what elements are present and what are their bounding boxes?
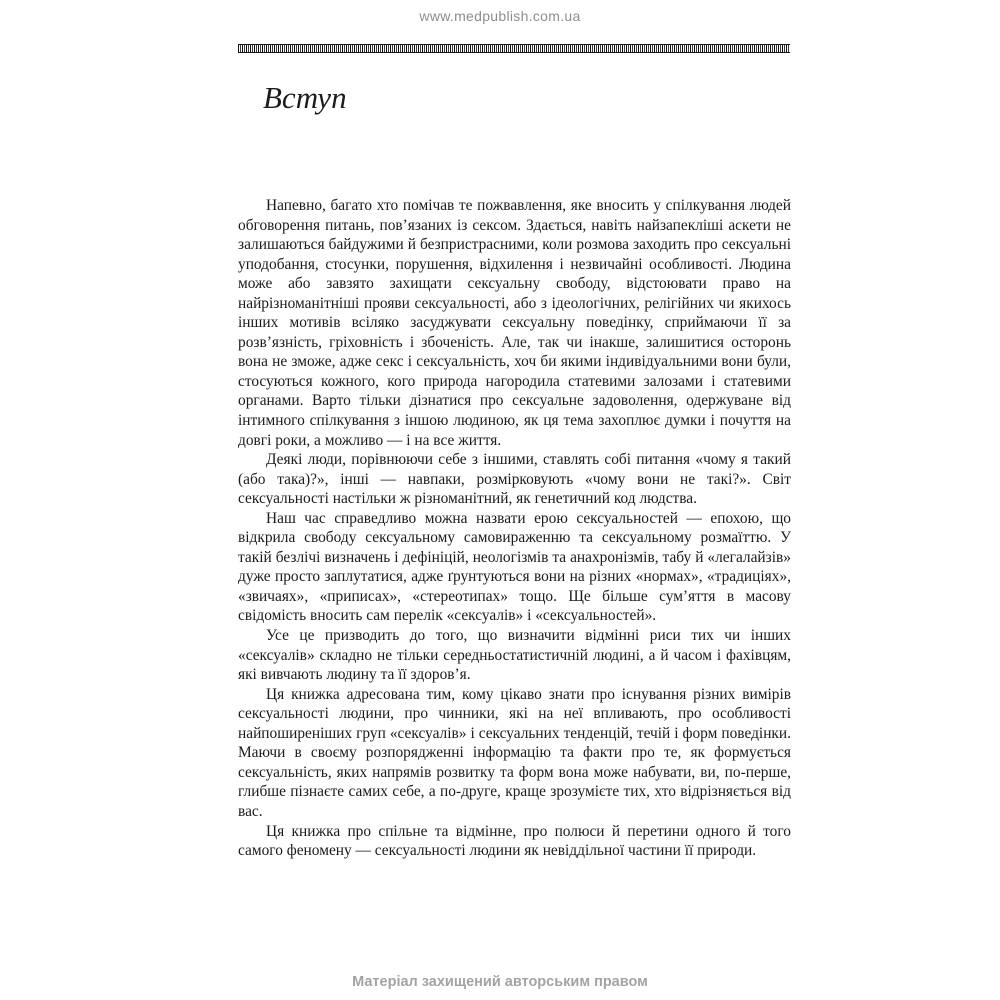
paragraph: Ця книжка адресована тим, кому цікаво знати про існування різних вимірів сексуальності людини, про чинники, які на неї впливають, про особливості найпоширеніших груп «сексуалів» і сексуальних тенденцій, течій і форм поведінки. Маючи в своєму розпорядженні інформацію та факти про те, як формується сексуальність, яких напрямів розвитку та форм вона може набувати, ви, по-перше, глибше пізнаєте самих себе, а по-друге, краще зрозумієте тих, хто відрізняється від вас. [238,685,791,820]
copyright-notice: Матеріал захищений авторським правом [352,974,648,990]
publisher-url: www.medpublish.com.ua [419,8,581,24]
paragraph: Ця книжка про спільне та відмінне, про полюси й перетини одного й того самого феномену — сексуальності людини як невіддільної частини її природи. [238,822,791,860]
paragraph: Напевно, багато хто помічав те пожвавлення, яке вносить у спілкування людей обговорення питань, пов’язаних із сексом. Здається, навіть найзапекліші аскети не залишаються байдужими й безпристрасними, коли розмова заходить про сексуальні уподобання, стосунки, порушення, відхилення і незвичайні особливості. Людина може або завзято захищати сексуальну свободу, відстоювати право на найрізноманітніші прояви сексуальності, або з ідеологічних, релігійних чи якихось інших мотивів всіляко засуджувати сексуальну поведінку, сприймаючи її за розв’язність, гріховність і збоченість. Але, так чи інакше, залишитися осторонь вона не зможе, адже секс і сексуальність, хоч би якими індивідуальними вони були, стосуються кожного, кого природа нагородила статевими залозами і статевими органами. Варто тільки дізнатися про сексуальне задоволення, одержуване від інтимного спілкування з іншою людиною, як ця тема захоплює думки і почуття на довгі роки, а можливо — і на все життя. [238,197,791,449]
chapter-body [238,196,791,861]
paragraph: Наш час справедливо можна назвати ерою сексуальностей — епохою, що відкрила свободу сексуальному самовираженню та сексуальному розмаїттю. У такій безлічі визначень і дефініцій, неологізмів та анахронізмів, табу й «легалайзів» дуже просто заплутатися, адже ґрунтуються вони на різних «нормах», «традиціях», «звичаях», «приписах», «стереотипах» тощо. Ще більше сум’яття в масову свідомість вносить сам перелік «сексуалів» і «сексуальностей». [238,509,791,625]
paragraph: Деякі люди, порівнюючи себе з іншими, ставлять собі питання «чому я такий (або така)?», інші — навпаки, розмірковують «чому вони не такі?». Світ сексуальності настільки ж різноманітний, як генетичний код людства. [238,451,791,508]
chapter-heading: Вступ [263,80,347,115]
decorative-barcode-rule [238,44,790,53]
paragraph: Усе це призводить до того, що визначити відмінні риси тих чи інших «сексуалів» складно не тільки середньостатистичній людині, а й часом і фахівцям, які вивчають людину та її здоров’я. [238,627,791,684]
